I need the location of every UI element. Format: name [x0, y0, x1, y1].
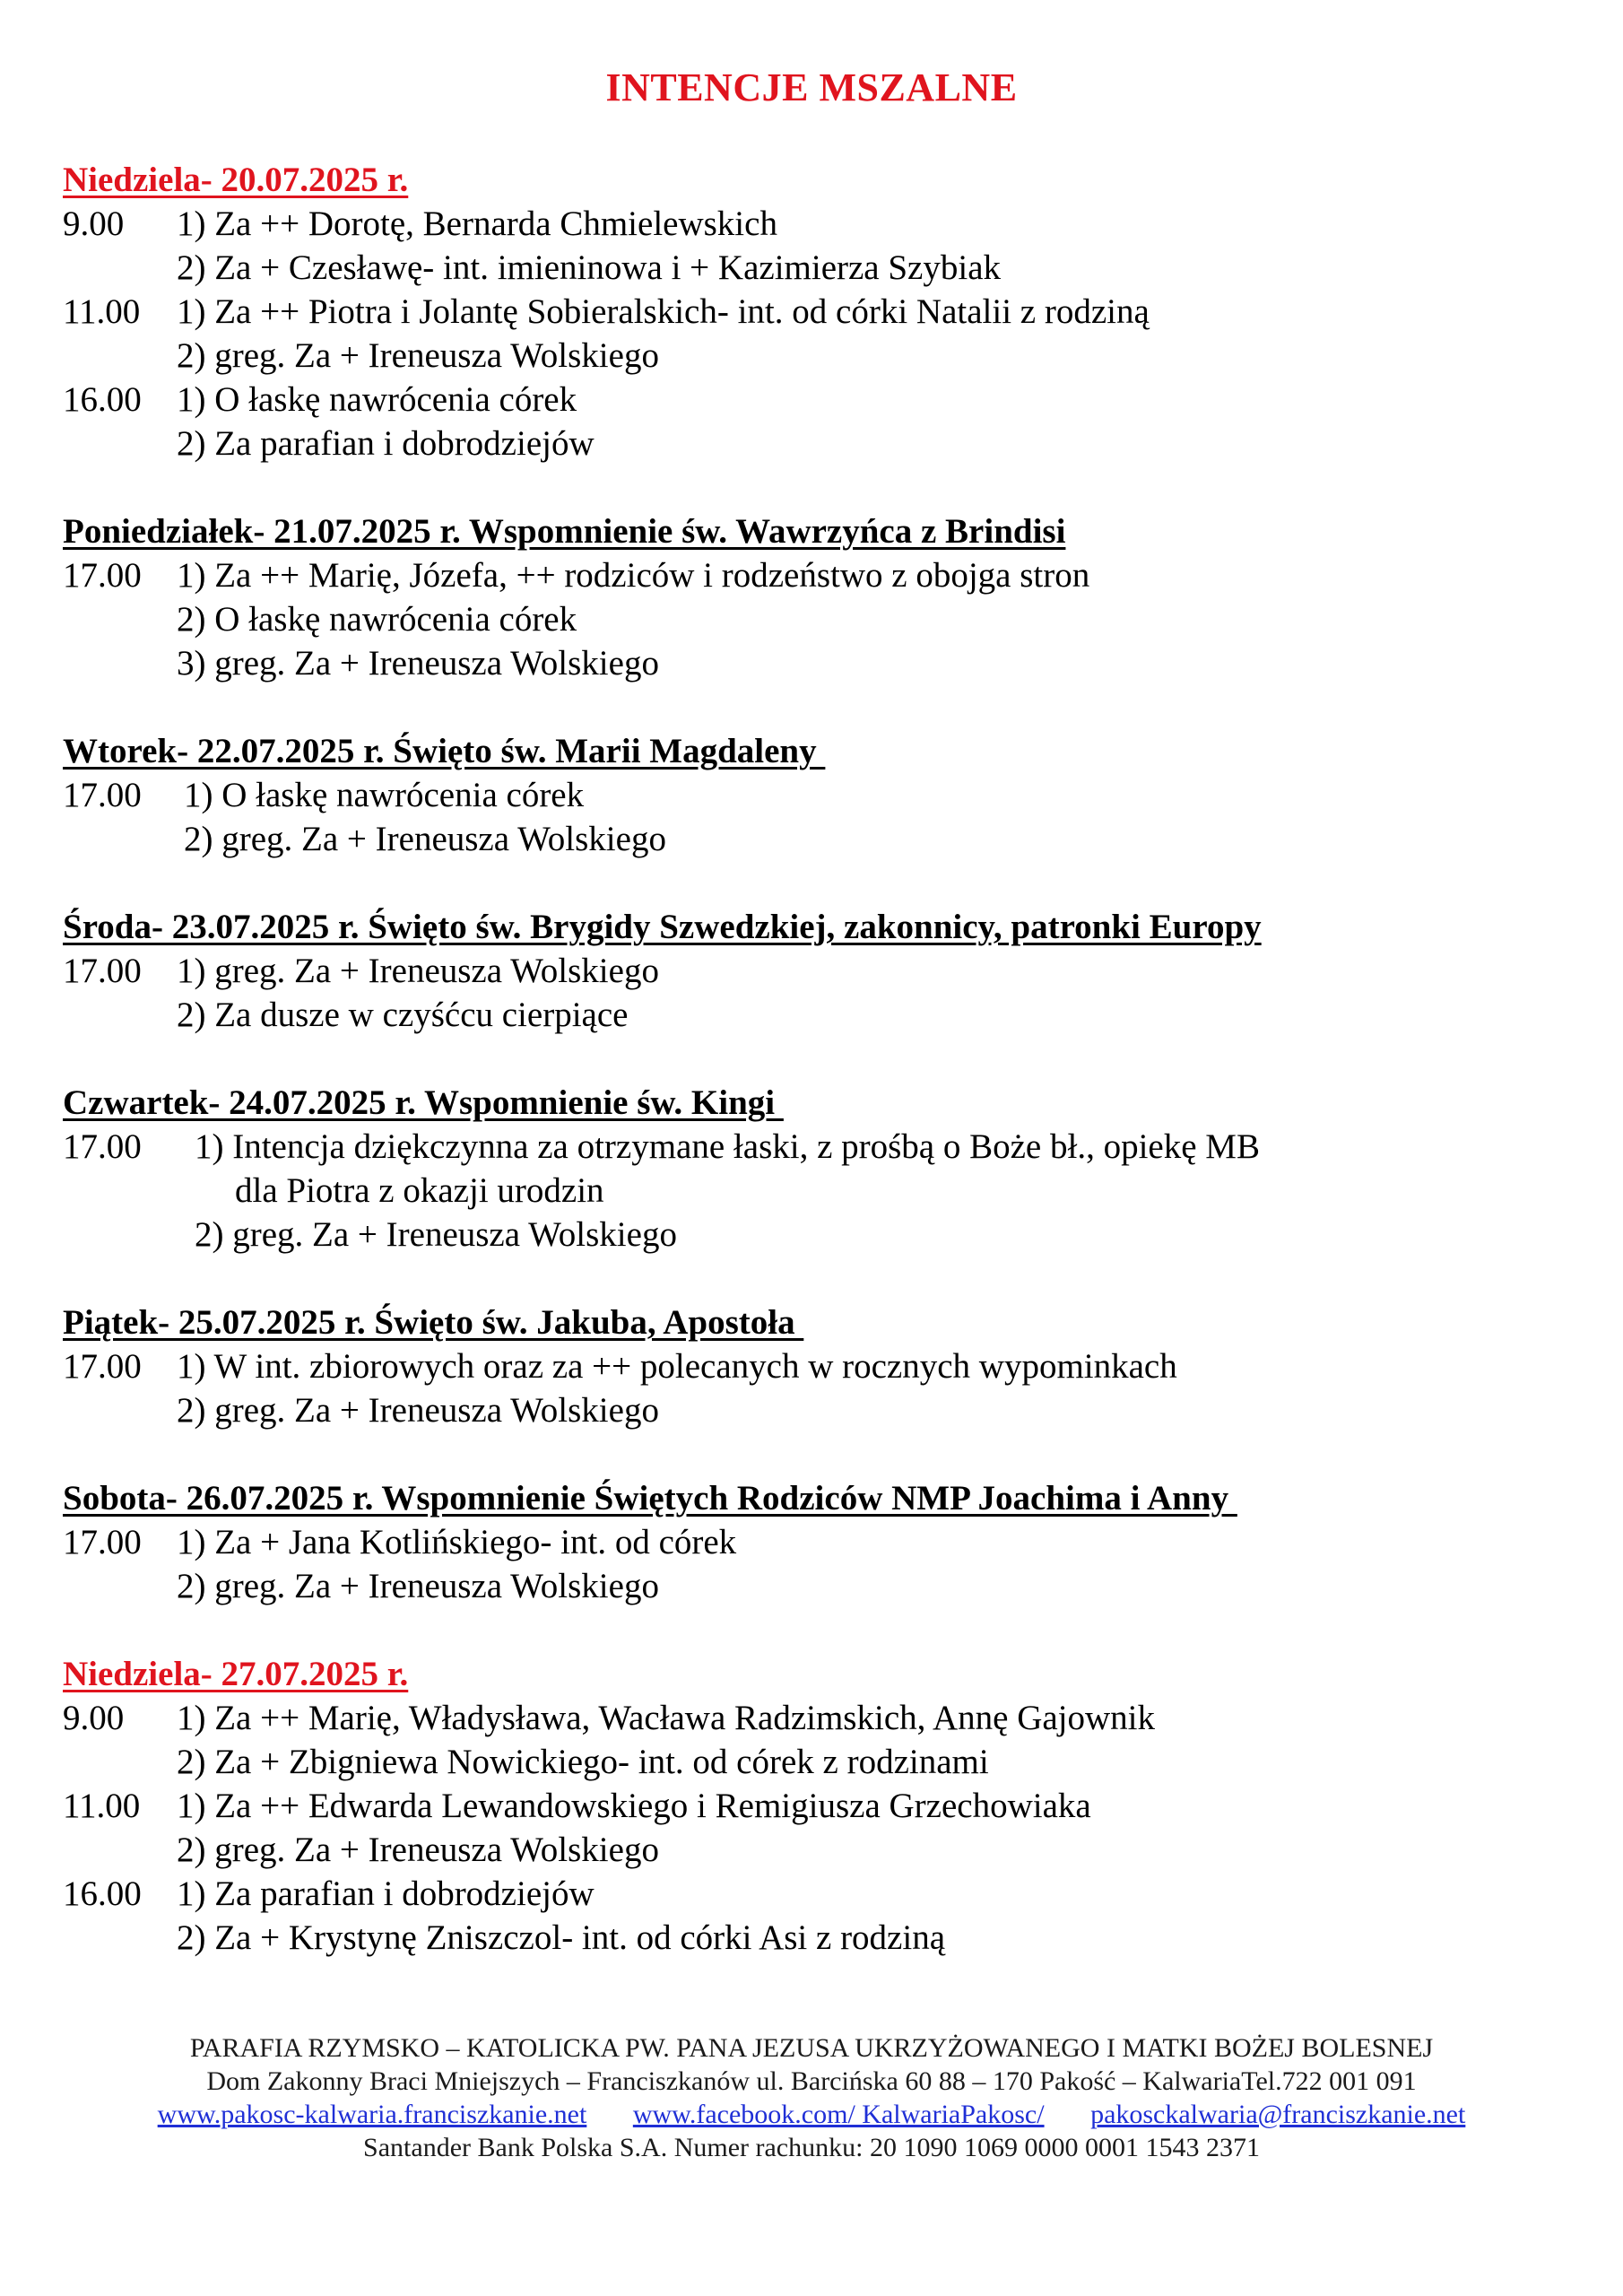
day-heading: Niedziela- 20.07.2025 r.	[63, 161, 409, 199]
mass-line	[63, 1213, 1569, 1257]
mass-intention: 2) Za + Krystynę Zniszczol- int. od córki Asi z rodziną	[177, 1918, 946, 1957]
day-heading: Niedziela- 27.07.2025 r.	[63, 1655, 409, 1693]
day-section	[63, 905, 1569, 1037]
mass-time: 17.00	[63, 1523, 142, 1561]
mass-intention: 1) Za + Jana Kotlińskiego- int. od córek	[177, 1523, 737, 1561]
parish-footer	[0, 2031, 1623, 2164]
mass-line	[63, 334, 1569, 378]
mass-intention: 3) greg. Za + Ireneusza Wolskiego	[177, 644, 659, 683]
day-section	[63, 1476, 1569, 1608]
day-section	[63, 1081, 1569, 1257]
day-section	[63, 509, 1569, 685]
mass-line	[63, 1564, 1569, 1608]
mass-intention: 1) Za ++ Edwarda Lewandowskiego i Remigiusza Grzechowiaka	[177, 1787, 1091, 1825]
mass-intention: 2) greg. Za + Ireneusza Wolskiego	[177, 336, 659, 375]
mass-line	[63, 1344, 1569, 1388]
mass-time: 17.00	[63, 1347, 142, 1386]
mass-time: 17.00	[63, 952, 142, 990]
mass-intention: 2) Za parafian i dobrodziejów	[177, 424, 595, 463]
mass-line	[63, 422, 1569, 465]
day-heading: Sobota- 26.07.2025 r. Wspomnienie Świętych Rodziców NMP Joachima i Anny	[63, 1479, 1237, 1518]
mass-time: 11.00	[63, 1787, 141, 1825]
mass-line	[63, 1696, 1569, 1740]
mass-line	[63, 1872, 1569, 1916]
day-heading: Piątek- 25.07.2025 r. Święto św. Jakuba, Apostoła	[63, 1303, 804, 1342]
day-heading: Środa- 23.07.2025 r. Święto św. Brygidy Szwedzkiej, zakonnicy, patronki Europy	[63, 908, 1262, 946]
email-link[interactable]: pakosckalwaria@franciszkanie.net	[1090, 2100, 1466, 2129]
mass-line	[63, 817, 1569, 861]
mass-intention: 1) O łaskę nawrócenia córek	[184, 776, 585, 814]
mass-line	[63, 993, 1569, 1037]
mass-time: 16.00	[63, 380, 142, 419]
mass-line	[63, 949, 1569, 993]
mass-line	[63, 1740, 1569, 1784]
day-section	[63, 158, 1569, 465]
mass-intention: 2) Za + Zbigniewa Nowickiego- int. od córek z rodzinami	[177, 1743, 989, 1781]
bank-account: Santander Bank Polska S.A. Numer rachunku: 20 1090 1069 0000 0001 1543 2371	[363, 2133, 1260, 2162]
day-heading: Poniedziałek- 21.07.2025 r. Wspomnienie św. Wawrzyńca z Brindisi	[63, 512, 1066, 551]
day-section	[63, 1300, 1569, 1432]
mass-line	[63, 1388, 1569, 1432]
mass-intention: 1) Za parafian i dobrodziejów	[177, 1874, 595, 1913]
mass-line	[63, 378, 1569, 422]
mass-intention: 1) O łaskę nawrócenia córek	[177, 380, 577, 419]
mass-time: 17.00	[63, 776, 142, 814]
mass-intention: 2) O łaskę nawrócenia córek	[177, 600, 577, 639]
mass-line	[63, 1916, 1569, 1960]
day-section	[63, 729, 1569, 861]
mass-line	[63, 597, 1569, 641]
mass-time: 9.00	[63, 204, 125, 243]
mass-intention: 2) greg. Za + Ireneusza Wolskiego	[177, 1391, 659, 1430]
mass-time: 16.00	[63, 1874, 142, 1913]
page-title: INTENCJE MSZALNE	[605, 65, 1018, 109]
mass-time: 9.00	[63, 1699, 125, 1737]
footer-links	[0, 2098, 1623, 2131]
parish-name: PARAFIA RZYMSKO – KATOLICKA PW. PANA JEZUSA UKRZYŻOWANEGO I MATKI BOŻEJ BOLESNEJ	[189, 2033, 1434, 2063]
mass-intention: 2) greg. Za + Ireneusza Wolskiego	[184, 820, 666, 858]
mass-intention: 1) greg. Za + Ireneusza Wolskiego	[177, 952, 659, 990]
parish-address: Dom Zakonny Braci Mniejszych – Franciszkanów ul. Barcińska 60 88 – 170 Pakość – KalwariaTel.722 001 091	[206, 2066, 1417, 2096]
mass-line	[63, 1169, 1569, 1213]
mass-line	[63, 246, 1569, 290]
mass-intention: 1) W int. zbiorowych oraz za ++ polecanych w rocznych wypominkach	[177, 1347, 1177, 1386]
day-heading: Czwartek- 24.07.2025 r. Wspomnienie św. Kingi	[63, 1083, 784, 1122]
mass-intention: dla Piotra z okazji urodzin	[235, 1171, 604, 1210]
mass-intention: 1) Za ++ Marię, Władysława, Wacława Radzimskich, Annę Gajownik	[177, 1699, 1156, 1737]
mass-intention: 2) greg. Za + Ireneusza Wolskiego	[177, 1567, 659, 1605]
mass-line	[63, 1784, 1569, 1828]
mass-line	[63, 290, 1569, 334]
mass-line	[63, 202, 1569, 246]
mass-time: 11.00	[63, 292, 141, 331]
mass-line	[63, 1520, 1569, 1564]
mass-line	[63, 1125, 1569, 1169]
mass-line	[63, 773, 1569, 817]
facebook-link[interactable]: www.facebook.com/ KalwariaPakosc/	[632, 2100, 1045, 2129]
day-heading: Wtorek- 22.07.2025 r. Święto św. Marii Magdaleny	[63, 732, 826, 770]
mass-intention: 1) Za ++ Dorotę, Bernarda Chmielewskich	[177, 204, 777, 243]
mass-intention: 1) Intencja dziękczynna za otrzymane łaski, z prośbą o Boże bł., opiekę MB	[195, 1127, 1260, 1166]
mass-time: 17.00	[63, 1127, 142, 1166]
mass-line	[63, 1828, 1569, 1872]
mass-intention: 2) greg. Za + Ireneusza Wolskiego	[177, 1831, 659, 1869]
mass-intention: 1) Za ++ Piotra i Jolantę Sobieralskich- int. od córki Natalii z rodziną	[177, 292, 1150, 331]
mass-line	[63, 641, 1569, 685]
mass-intention: 2) Za + Czesławę- int. imieninowa i + Kazimierza Szybiak	[177, 248, 1002, 287]
day-section	[63, 1652, 1569, 1960]
mass-intention: 2) Za dusze w czyśćcu cierpiące	[177, 996, 629, 1034]
mass-intention: 2) greg. Za + Ireneusza Wolskiego	[195, 1215, 677, 1254]
intentions-list	[63, 158, 1569, 2004]
mass-intention: 1) Za ++ Marię, Józefa, ++ rodziców i rodzeństwo z obojga stron	[177, 556, 1090, 595]
mass-line	[63, 553, 1569, 597]
website-link[interactable]: www.pakosc-kalwaria.franciszkanie.net	[157, 2100, 587, 2129]
mass-time: 17.00	[63, 556, 142, 595]
